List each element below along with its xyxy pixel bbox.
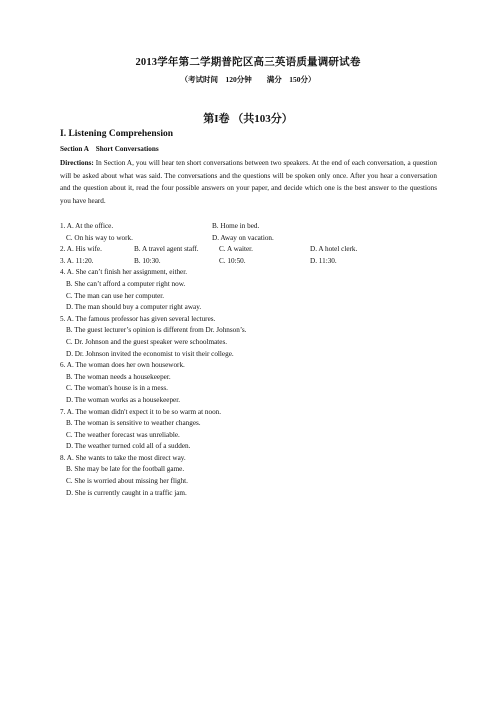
q3-option-d: D. 11:30.: [310, 256, 337, 265]
q6-option-c-text: C. The woman's house is in a mess.: [66, 384, 168, 393]
q5-option-b: [60, 325, 440, 337]
q8-option-a: [60, 453, 440, 465]
q5-option-c: [60, 337, 440, 349]
q3-option-b: B. 10:30.: [134, 256, 161, 265]
directions-label: Directions:: [60, 159, 94, 167]
q7-option-d: [60, 441, 440, 453]
q6-option-a: [60, 360, 440, 372]
q6-option-d: [60, 395, 440, 407]
q6-option-c: [60, 383, 440, 395]
q4-option-d: [60, 302, 440, 314]
q3-option-a: 3. A. 11:20.: [60, 256, 94, 265]
q1-option-a: 1. A. At the office.: [60, 222, 114, 230]
question-1-row-1: [60, 221, 440, 233]
q6-option-b: [60, 372, 440, 384]
q5-option-d-text: D. Dr. Johnson invited the economist to visit their college.: [66, 349, 234, 358]
q7-option-c-text: C. The weather forecast was unreliable.: [66, 430, 180, 439]
q8-option-c: [60, 476, 440, 488]
q4-option-c-text: C. The man can use her computer.: [66, 291, 165, 300]
q4-option-b-text: B. She can’t afford a computer right now.: [66, 279, 186, 288]
question-3-row: [60, 256, 440, 268]
q4-option-b: [60, 279, 440, 291]
q7-option-b: [60, 418, 440, 430]
q2-option-d: D. A hotel clerk.: [310, 245, 358, 254]
q5-option-c-text: C. Dr. Johnson and the guest speaker were schoolmates.: [66, 337, 228, 346]
q2-option-c: C. A waiter.: [219, 245, 253, 254]
q7-option-a-text: 7. A. The woman didn't expect it to be so warm at noon.: [60, 407, 222, 416]
question-1-row-2: [60, 233, 440, 245]
q5-option-a-text: 5. A. The famous professor has given several lectures.: [60, 314, 216, 323]
q7-option-c: [60, 430, 440, 442]
directions-text: In Section A, you will hear ten short conversations between two speakers. At the end of each conversation, a question will be asked about what was said. The conversations and the questions will be spoken only once. After you hear a conversation and the question about it, read the four possible answers on your paper, and decide which one is the best answer to the questions you have heard.: [60, 159, 437, 205]
q8-option-d: [60, 488, 440, 500]
q4-option-a: [60, 267, 440, 279]
directions-paragraph: [60, 157, 437, 207]
q4-option-a-text: 4. A. She can’t finish her assignment, either.: [60, 268, 188, 277]
q6-option-a-text: 6. A. The woman does her own housework.: [60, 361, 185, 370]
q8-option-c-text: C. She is worried about missing her flight.: [66, 477, 188, 486]
part-heading: 第I卷 （共103分）: [203, 113, 293, 125]
q2-option-a: 2. A. His wife.: [60, 245, 102, 254]
question-2-row: [60, 244, 440, 256]
q5-option-a: [60, 314, 440, 326]
q5-option-d: [60, 349, 440, 361]
q1-option-d: D. Away on vacation.: [212, 233, 274, 242]
q7-option-d-text: D. The weather turned cold all of a sudden.: [66, 442, 191, 451]
exam-subtitle: （考试时间 120分钟 满分 150分）: [180, 75, 316, 84]
subsection-heading: Section A Short Conversations: [60, 145, 159, 153]
q7-option-b-text: B. The woman is sensitive to weather changes.: [66, 419, 201, 428]
q1-option-c: C. On his way to work.: [66, 233, 133, 242]
q4-option-c: [60, 291, 440, 303]
q6-option-d-text: D. The woman works as a housekeeper.: [66, 395, 181, 404]
exam-title: 2013学年第二学期普陀区高三英语质量调研试卷: [135, 57, 361, 68]
q5-option-b-text: B. The guest lecturer’s opinion is different from Dr. Johnson’s.: [66, 326, 247, 335]
q8-option-d-text: D. She is currently caught in a traffic jam.: [66, 488, 187, 497]
q6-option-b-text: B. The woman needs a housekeeper.: [66, 372, 171, 381]
section-heading: I. Listening Comprehension: [60, 129, 174, 139]
q8-option-a-text: 8. A. She wants to take the most direct way.: [60, 453, 186, 462]
q2-option-b: B. A travel agent staff.: [134, 245, 199, 254]
question-list: [60, 221, 440, 499]
q7-option-a: [60, 407, 440, 419]
q4-option-d-text: D. The man should buy a computer right away.: [66, 303, 202, 312]
q8-option-b: [60, 464, 440, 476]
q8-option-b-text: B. She may be late for the football game.: [66, 465, 185, 474]
q3-option-c: C. 10:50.: [219, 256, 246, 265]
q1-option-b: B. Home in bed.: [212, 222, 260, 230]
